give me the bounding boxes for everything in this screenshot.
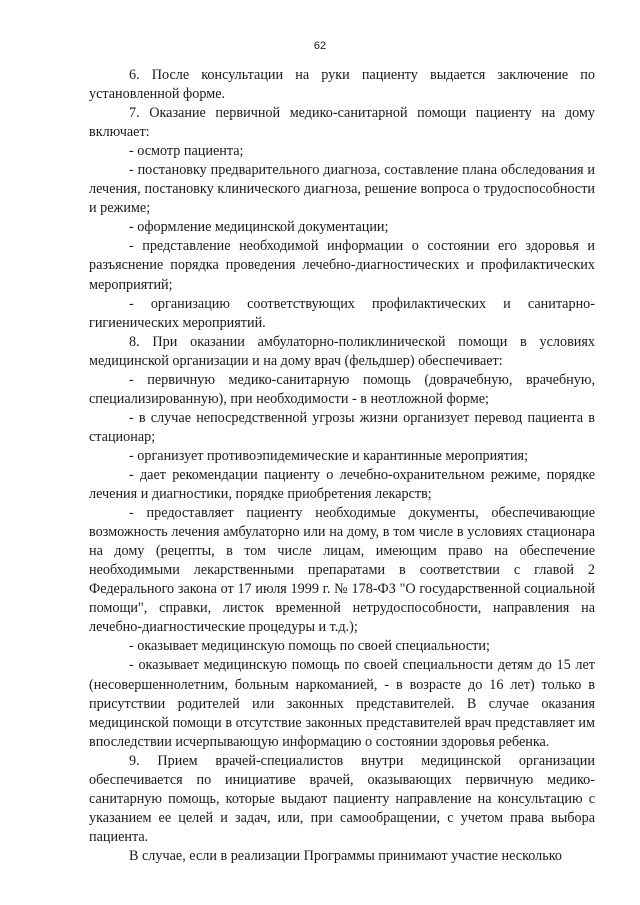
list-item: - осмотр пациента; xyxy=(129,143,244,160)
document-body xyxy=(89,66,595,866)
list-item: - оказывает медицинскую помощь по своей специальности детям до 15 лет (несовершеннолетним, больным наркоманией, - в возрасте до 16 лет) только в присутствии родителей или законных представителей. В случае оказания медицинской помощи в отсутствие законных представителей врач представляет им впоследствии исчерпывающую информацию о состоянии здоровья ребенка. xyxy=(89,657,595,750)
list-item: - дает рекомендации пациенту о лечебно-охранительном режиме, порядке лечения и диагностики, порядке приобретения лекарств; xyxy=(89,466,595,503)
list-item: - организует противоэпидемические и карантинные мероприятия; xyxy=(129,447,529,464)
paragraph-item-7: 7. Оказание первичной медико-санитарной помощи пациенту на дому включает: xyxy=(89,105,595,141)
page-number: 62 xyxy=(313,40,327,52)
list-item: - оформление медицинской документации; xyxy=(129,219,389,236)
list-item: - организацию соответствующих профилактических и санитарно-гигиенических мероприятий. xyxy=(89,295,595,331)
paragraph-item-9: 9. Прием врачей-специалистов внутри медицинской организации обеспечивается по инициативе врачей, оказывающих первичную медико-санитарную помощь, которые выдают пациенту направление на консультацию с указанием ее целей и задач, или, при самообращении, с учетом права выбора пациента. xyxy=(89,752,595,845)
list-item: - предоставляет пациенту необходимые документы, обеспечивающие возможность лечения амбулаторно или на дому, в том числе в условиях стационара на дому (рецепты, в том числе лицам, имеющим право на обеспечение необходимыми лекарственными препаратами в соответствии с главой 2 Федерального закона от 17 июля 1999 г. № 178-ФЗ "О государственной социальной помощи", справки, листок временной нетрудоспособности, направления на лечебно-диагностические процедуры и т.д.); xyxy=(89,505,595,636)
list-item: - в случае непосредственной угрозы жизни организует перевод пациента в стационар; xyxy=(89,409,595,445)
paragraph-item-8: 8. При оказании амбулаторно-поликлинической помощи в условиях медицинской организации и на дому врач (фельдшер) обеспечивает: xyxy=(89,333,595,369)
list-item: - постановку предварительного диагноза, составление плана обследования и лечения, постановку клинического диагноза, решение вопроса о трудоспособности и режиме; xyxy=(89,162,595,217)
paragraph-continuation: В случае, если в реализации Программы принимают участие несколько xyxy=(129,847,562,864)
list-item: - оказывает медицинскую помощь по своей специальности; xyxy=(129,638,490,655)
paragraph-item-6: 6. После консультации на руки пациенту выдается заключение по установленной форме. xyxy=(89,67,595,103)
list-item: - представление необходимой информации о состоянии его здоровья и разъяснение порядка проведения лечебно-диагностических и профилактических мероприятий; xyxy=(89,238,595,293)
list-item: - первичную медико-санитарную помощь (доврачебную, врачебную, специализированную), при необходимости - в неотложной форме; xyxy=(89,371,595,407)
